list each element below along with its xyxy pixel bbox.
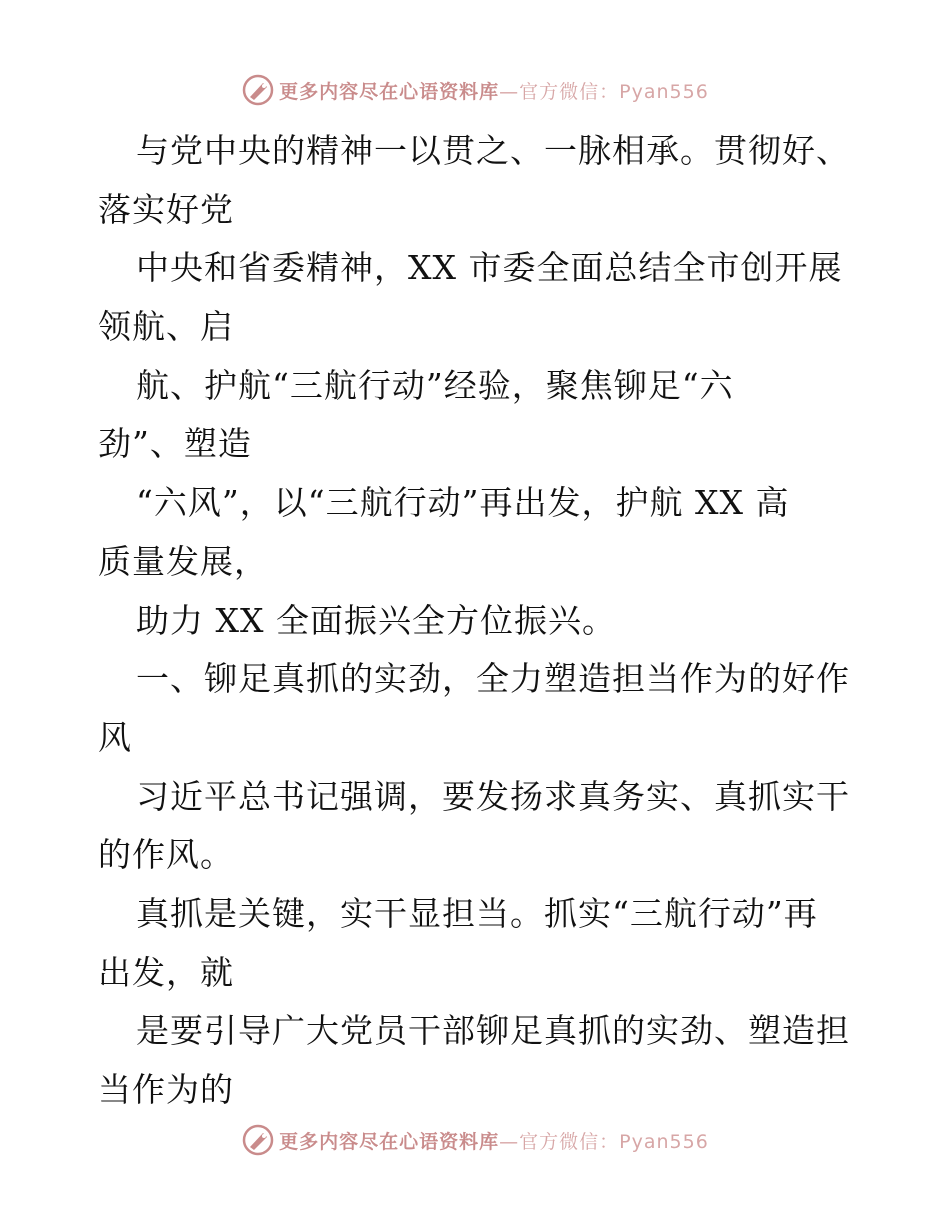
body-line: 出发，就 [98,952,234,992]
header-watermark [0,70,950,110]
footer-watermark [0,1120,950,1160]
body-line: “六风”，以“三航行动”再出发，护航 XX 高 [136,483,790,523]
body-line: 是要引导广大党员干部铆足真抓的实劲、塑造担 [136,1011,850,1051]
body-line: 航、护航“三航行动”经验，聚焦铆足“六 [136,365,734,405]
body-line: 的作风。 [98,835,234,875]
body-line: 中央和省委精神，XX 市委全面总结全市创开展 [136,248,843,288]
header-watermark-text: 更多内容尽在心语资料库—官方微信：Pyan556 [279,80,709,103]
body-line: 质量发展， [98,541,268,581]
body-line: 落实好党 [98,189,234,229]
document-body [98,122,858,1120]
body-line: 当作为的 [98,1070,234,1109]
body-line: 助力 XX 全面振兴全方位振兴。 [136,600,616,640]
footer-watermark-text: 更多内容尽在心语资料库—官方微信：Pyan556 [279,1130,709,1153]
body-line: 真抓是关键，实干显担当。抓实“三航行动”再 [136,893,818,933]
pen-nib-logo-icon [241,73,275,107]
body-line: 与党中央的精神一以贯之、一脉相承。贯彻好、 [136,131,850,170]
section-heading-continued: 风 [98,717,132,757]
body-line: 领航、启 [98,307,234,347]
body-line: 劲”、塑造 [98,424,252,464]
body-line: 习近平总书记强调，要发扬求真务实、真抓实干 [136,776,850,816]
section-heading: 一、铆足真抓的实劲，全力塑造担当作为的好作 [136,659,850,699]
pen-nib-logo-icon [241,1123,275,1157]
